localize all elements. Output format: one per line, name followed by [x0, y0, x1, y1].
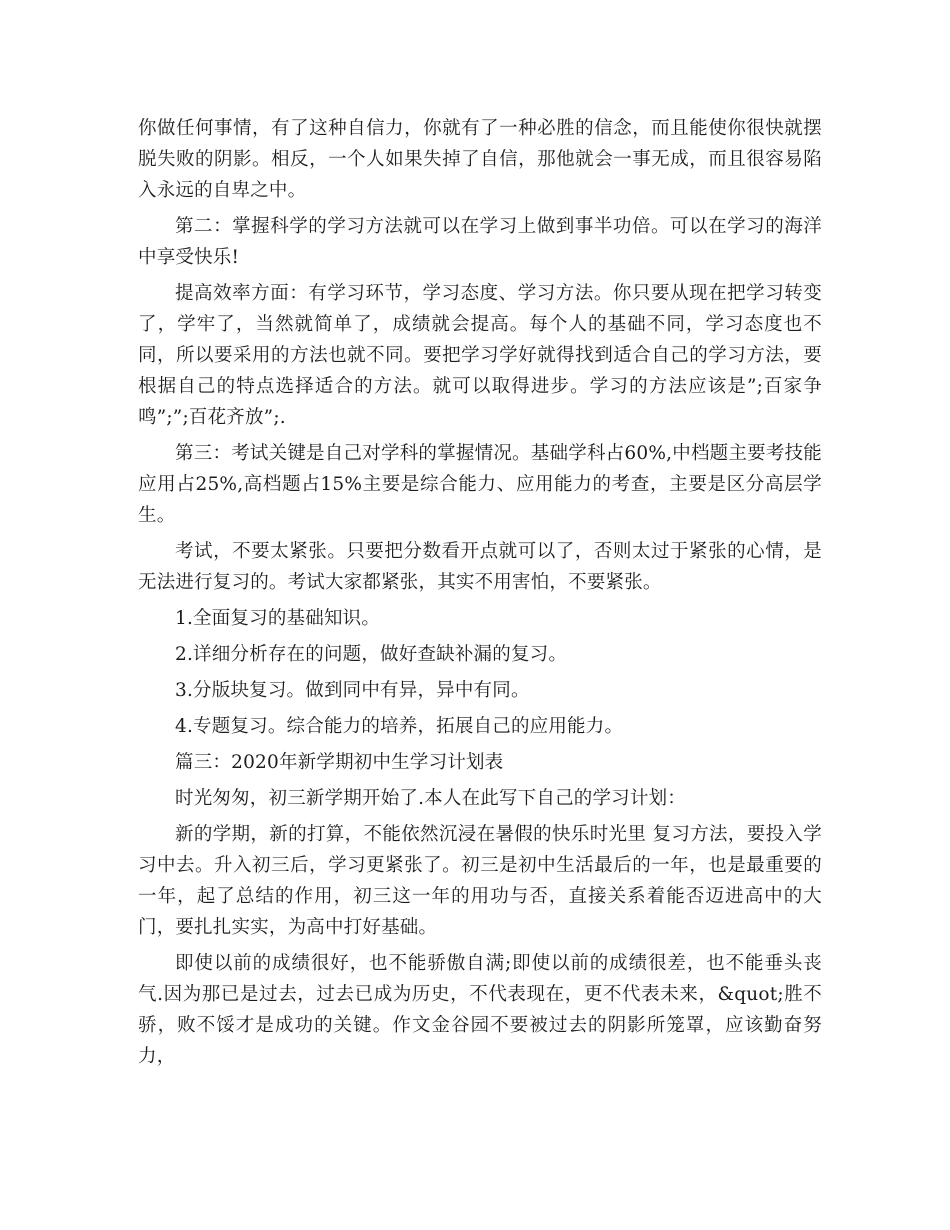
- paragraph-6: 时光匆匆，初三新学期开始了.本人在此写下自己的学习计划：: [175, 788, 686, 809]
- paragraph-7: 新的学期，新的打算，不能依然沉浸在暑假的快乐时光里 复习方法，要投入学习中去。升入初三后，学习更紧张了。初三是初中生活最后的一年，也是最重要的一年，起了总结的作用，初三这一年的用功与否，直接关系着能否迈进高中的大门，要扎扎实实，为高中打好基础。: [138, 824, 822, 938]
- list-item-4: 4.专题复习。综合能力的培养，拓展自己的应用能力。: [175, 716, 624, 737]
- list-item-3: 3.分版块复习。做到同中有异，异中有同。: [175, 680, 530, 701]
- paragraph-3: 提高效率方面：有学习环节，学习态度、学习方法。你只要从现在把学习转变了，学牢了，当然就简单了，成绩就会提高。每个人的基础不同，学习态度也不同，所以要采用的方法也就不同。要把学习学好就得找到适合自己的学习方法，要根据自己的特点选择适合的方法。就可以取得进步。学习的方法应该是”;百家争鸣”;”;百花齐放”;.: [138, 283, 822, 428]
- document-body: [138, 113, 822, 1077]
- section-heading: 篇三：2020年新学期初中生学习计划表: [175, 752, 504, 773]
- paragraph-4: 第三：考试关键是自己对学科的掌握情况。基础学科占60%,中档题主要考技能应用占25%,高档题占15%主要是综合能力、应用能力的考查，主要是区分高层学生。: [138, 443, 822, 526]
- paragraph-1: 你做任何事情，有了这种自信力，你就有了一种必胜的信念，而且能使你很快就摆脱失败的阴影。相反，一个人如果失掉了自信，那他就会一事无成，而且很容易陷入永远的自卑之中。: [138, 118, 822, 201]
- paragraph-8: 即使以前的成绩很好，也不能骄傲自满;即使以前的成绩很差，也不能垂头丧气.因为那已是过去，过去已成为历史，不代表现在，更不代表未来，&quot;胜不骄，败不馁才是成功的关键。作文金谷园不要被过去的阴影所笼罩，应该勤奋努力，: [138, 953, 822, 1067]
- paragraph-2: 第二：掌握科学的学习方法就可以在学习上做到事半功倍。可以在学习的海洋中享受快乐!: [138, 216, 822, 268]
- paragraph-5: 考试，不要太紧张。只要把分数看开点就可以了，否则太过于紧张的心情，是无法进行复习的。考试大家都紧张，其实不用害怕，不要紧张。: [138, 541, 822, 593]
- list-item-2: 2.详细分析存在的问题，做好查缺补漏的复习。: [175, 644, 568, 665]
- list-item-1: 1.全面复习的基础知识。: [175, 608, 381, 629]
